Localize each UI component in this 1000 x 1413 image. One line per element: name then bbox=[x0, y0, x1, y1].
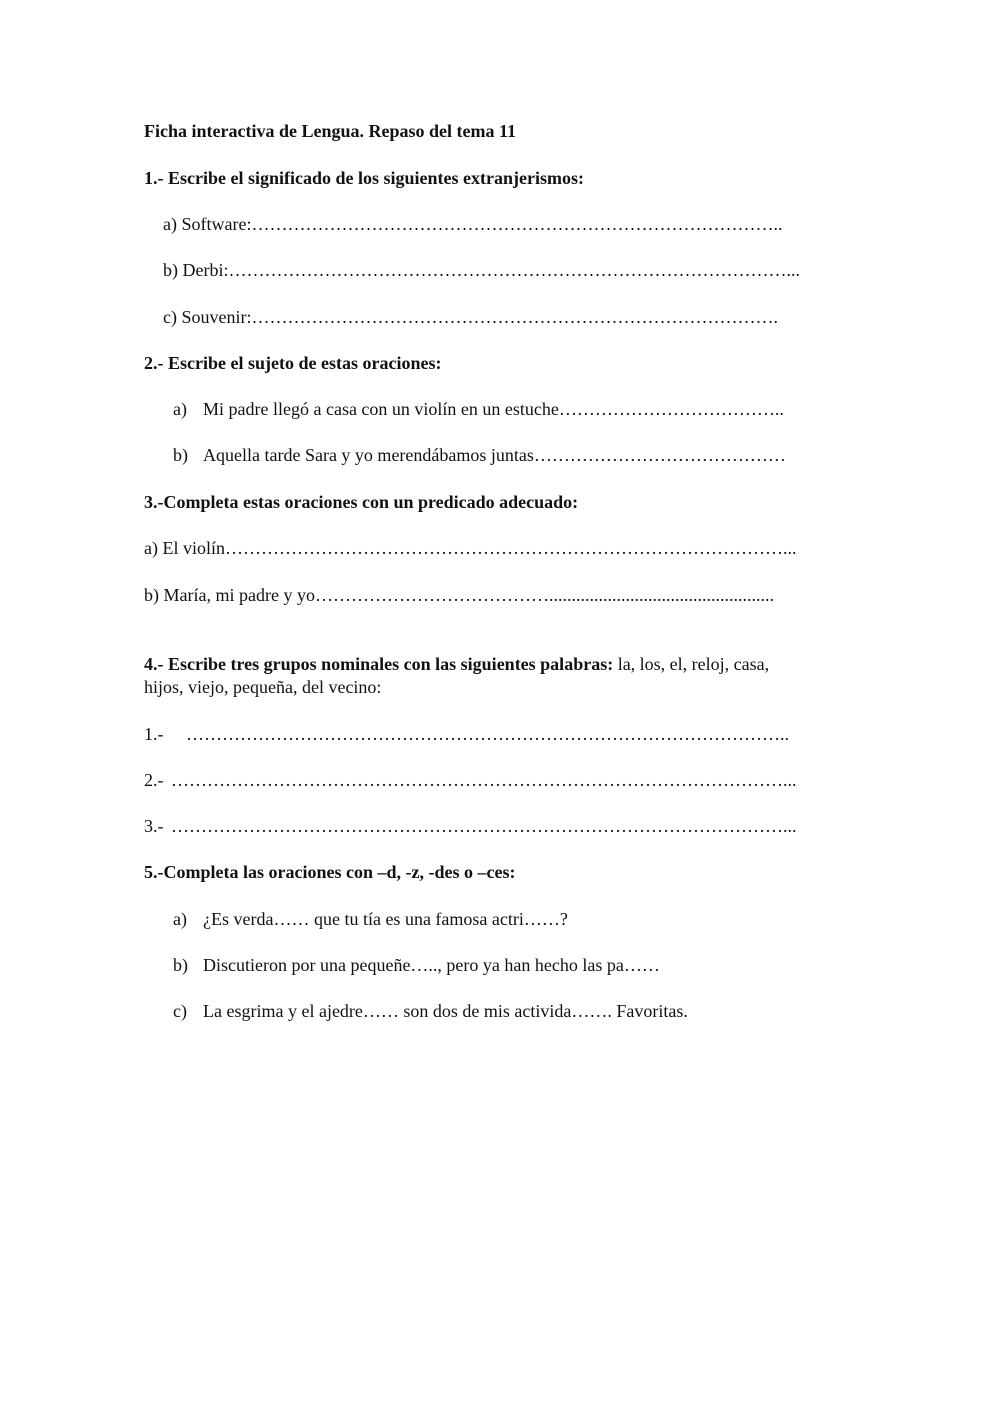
section-2-heading: 2.- Escribe el sujeto de estas oraciones: bbox=[144, 353, 442, 373]
s4-item-1-text: ……………………………………………………………………………………….. bbox=[186, 724, 789, 744]
s5-item-a-label: a) bbox=[173, 909, 187, 929]
s3-item-a[interactable]: a) El violín…………………………………………………………………………………... bbox=[144, 538, 797, 558]
s2-item-b-text: Aquella tarde Sara y yo merendábamos juntas…………………………………… bbox=[203, 445, 786, 465]
s5-item-a[interactable] bbox=[173, 908, 568, 930]
s1-item-c[interactable]: c) Souvenir:……………………………………………………………………………. bbox=[163, 307, 778, 327]
s5-item-c-text: La esgrima y el ajedre…… son dos de mis activida……. Favoritas. bbox=[203, 1001, 688, 1021]
s5-item-b[interactable] bbox=[173, 954, 660, 976]
s4-item-2-label: 2.- bbox=[144, 770, 164, 790]
s2-item-a-label: a) bbox=[173, 399, 187, 419]
s4-item-3-label: 3.- bbox=[144, 816, 164, 836]
s4-item-1[interactable] bbox=[144, 723, 789, 745]
section-4-heading-line2: hijos, viejo, pequeña, del vecino: bbox=[144, 677, 382, 697]
s5-item-a-text: ¿Es verda…… que tu tía es una famosa actri……? bbox=[203, 909, 568, 929]
s4-item-3[interactable] bbox=[144, 815, 797, 837]
section-1-heading: 1.- Escribe el significado de los siguientes extranjerismos: bbox=[144, 168, 584, 188]
s2-item-b[interactable] bbox=[173, 444, 786, 466]
section-4-heading-words: la, los, el, reloj, casa, bbox=[613, 654, 770, 674]
section-4-heading-bold: 4.- Escribe tres grupos nominales con las siguientes palabras: bbox=[144, 654, 614, 674]
s5-item-c-label: c) bbox=[173, 1001, 187, 1021]
s5-item-b-label: b) bbox=[173, 955, 188, 975]
s4-item-1-label: 1.- bbox=[144, 724, 164, 744]
s2-item-a[interactable] bbox=[173, 398, 784, 420]
s4-item-2-text: …………………………………………………………………………………………... bbox=[171, 770, 797, 790]
s5-item-c[interactable] bbox=[173, 1000, 688, 1022]
section-5-heading: 5.-Completa las oraciones con –d, -z, -des o –ces: bbox=[144, 862, 516, 882]
s1-item-a[interactable]: a) Software:…………………………………………………………………………….. bbox=[163, 214, 783, 234]
s5-item-b-text: Discutieron por una pequeñe….., pero ya han hecho las pa…… bbox=[203, 955, 660, 975]
s3-item-b[interactable]: b) María, mi padre y yo………………………………….................................................. bbox=[144, 585, 774, 605]
s2-item-a-text: Mi padre llegó a casa con un violín en un estuche……………………………….. bbox=[203, 399, 784, 419]
page-title: Ficha interactiva de Lengua. Repaso del tema 11 bbox=[144, 121, 516, 141]
s4-item-2[interactable] bbox=[144, 769, 797, 791]
section-3-heading: 3.-Completa estas oraciones con un predicado adecuado: bbox=[144, 492, 579, 512]
s2-item-b-label: b) bbox=[173, 445, 188, 465]
s1-item-b[interactable]: b) Derbi:…………………………………………………………………………………... bbox=[163, 260, 800, 280]
section-4-heading bbox=[144, 653, 769, 675]
s4-item-3-text: …………………………………………………………………………………………... bbox=[171, 816, 797, 836]
